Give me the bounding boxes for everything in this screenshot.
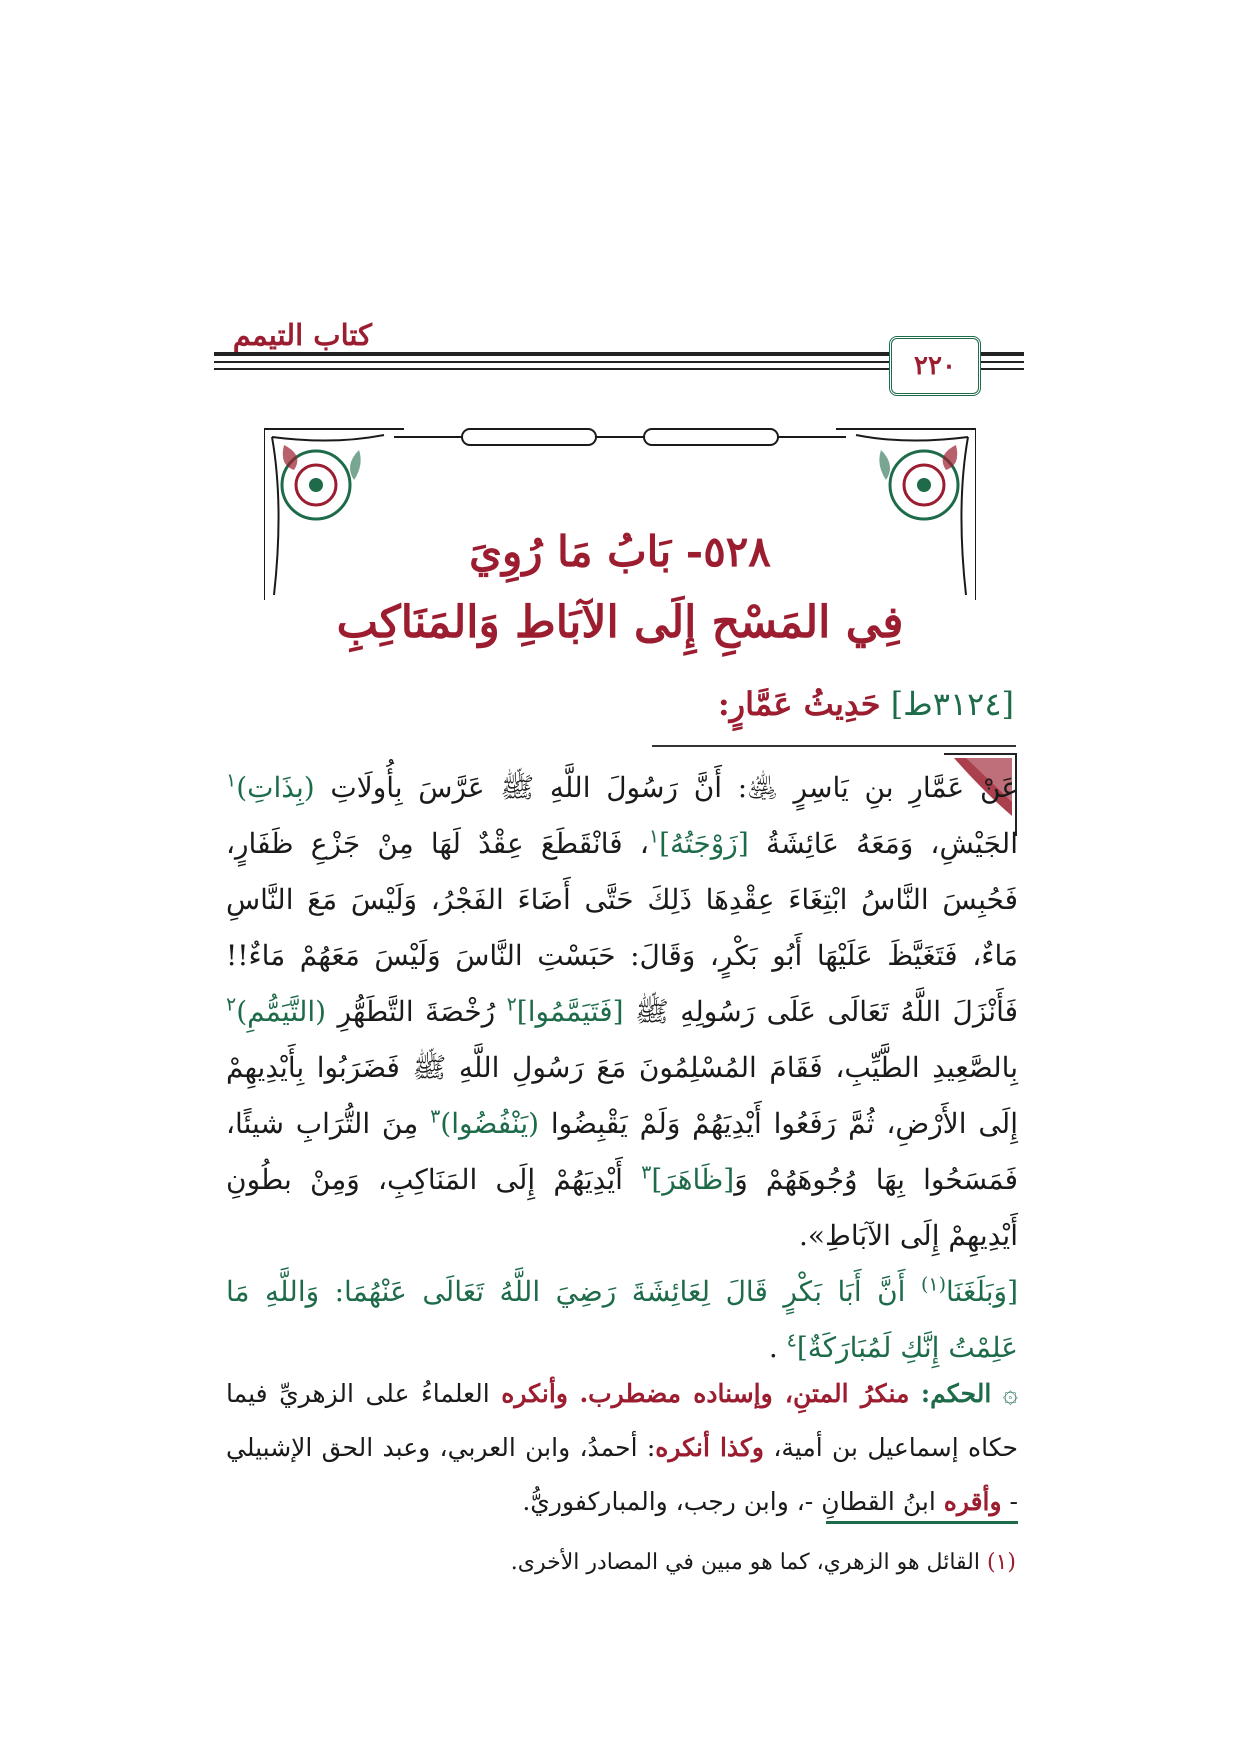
ruling-text bbox=[226, 1367, 1018, 1529]
variant-reading: (التَّيَمُّمِ) bbox=[236, 995, 327, 1028]
book-title: كتاب التيمم bbox=[232, 318, 372, 352]
variant-ref: ٢ bbox=[226, 993, 237, 1016]
hadith-heading bbox=[718, 685, 1014, 723]
variant-ref: ٣ bbox=[641, 1161, 652, 1184]
text-run: : أحمدُ، وابن العربي، وعبد الحق الإشبيلي - bbox=[226, 1433, 1018, 1516]
rosette-icon: ۞ bbox=[1002, 1379, 1019, 1409]
text-run: الجَيْشِ، وَمَعَهُ عَائِشَةُ bbox=[748, 827, 1018, 860]
ruling-section bbox=[226, 1367, 1018, 1529]
variant-ref: ٢ bbox=[506, 993, 517, 1016]
text-run: بِالصَّعِيدِ الطَّيِّبِ، فَقَامَ المُسْلِمُونَ مَعَ رَسُولِ اللَّهِ ﷺ فَضَرَبُوا بِأَيْدِيهِمْ إِلَى الأَرْضِ، ثُمَّ رَفَعُوا أَيْدِيَهُمْ وَلَمْ يَقْبِضُوا bbox=[226, 1051, 1018, 1140]
chapter-ornament bbox=[264, 425, 976, 605]
hadith-text bbox=[226, 760, 1018, 1376]
footnote bbox=[511, 1550, 1016, 1575]
chapter-subtitle: فِي المَسْحِ إِلَى الآبَاطِ وَالمَنَاكِبِ bbox=[336, 597, 904, 648]
right-rosette-icon bbox=[879, 445, 958, 519]
ruling-label: الحكم: bbox=[920, 1379, 992, 1408]
footnote-rule bbox=[826, 1521, 1018, 1524]
variant-reading: (يَنْفُضُوا) bbox=[440, 1107, 540, 1140]
text-run: ، فَانْقَطَعَ عِقْدٌ لَهَا مِنْ جَزْعِ ظَفَارٍ، فَحُبِسَ النَّاسُ ابْتِغَاءَ عِقْدِهَا ذَلِكَ حَتَّى أَضَاءَ الفَجْرُ، وَلَيْسَ مَعَ النَّاسِ مَاءٌ، فَتَغَيَّظَ عَلَيْهَا أَبُو بَكْرٍ، وَقَالَ: حَبَسْتِ النَّاسَ وَلَيْسَ مَعَهُمْ مَاءٌ!! فَأَنْزَلَ اللَّهُ تَعَالَى عَلَى رَسُولِهِ ﷺ bbox=[226, 827, 1018, 1028]
hadith-id: [٣١٢٤ط] bbox=[890, 685, 1014, 723]
footnote-text: القائل هو الزهري، كما هو مبين في المصادر الأخرى. bbox=[510, 1550, 987, 1575]
variant-reading: (بِذَاتِ) bbox=[236, 771, 315, 804]
text-run: [وَبَلَغَنَا bbox=[946, 1275, 1018, 1308]
ruling-keyword: وأقره bbox=[943, 1487, 1002, 1516]
variant-reading: [ظَاهَرَ] bbox=[651, 1163, 735, 1196]
hadith-body bbox=[226, 760, 1018, 1264]
text-run: العلماءُ على الزهريِّ فيما حكاه إسماعيل بن أمية، bbox=[226, 1379, 1018, 1462]
text-run: أَنَّ أَبَا بَكْرٍ قَالَ لِعَائِشَةَ رَضِيَ اللَّهُ تَعَالَى عَنْهُمَا: وَاللَّهِ مَا عَلِمْتُ إِنَّكِ لَمُبَارَكَةٌ] bbox=[226, 1275, 1018, 1364]
left-rosette-icon bbox=[282, 445, 361, 519]
ruling-verdict: منكرُ المتنِ، وإسناده مضطرب. bbox=[579, 1379, 910, 1408]
text-run: عَنْ عَمَّارِ بنِ يَاسِرٍ ﵁: أَنَّ رَسُولَ اللَّهِ ﷺ عَرَّسَ بِأُولَاتِ bbox=[314, 771, 1018, 804]
text-run: رُخْصَةَ التَّطَهُّرِ bbox=[326, 995, 507, 1028]
text-run: أَيْدِيَهُمْ إِلَى المَنَاكِبِ، وَمِنْ بطُونِ أَيْدِيهِمْ إِلَى الآبَاطِ». bbox=[226, 1163, 1018, 1252]
hadith-name: حَدِيثُ عَمَّارٍ: bbox=[717, 685, 881, 723]
variant-reading: [زَوْجَتُهُ] bbox=[659, 827, 749, 860]
text-run: ابنُ القطانِ -، وابن رجب، والمباركفوريُّ. bbox=[522, 1487, 944, 1516]
page-number: ٢٢٠ bbox=[914, 351, 956, 381]
variant-ref: ١ bbox=[648, 825, 660, 848]
text-run: مِنَ التُّرَابِ شيئًا، فَمَسَحُوا بِهَا وُجُوهَهُمْ وَ bbox=[226, 1107, 1018, 1196]
ruling-keyword: وأنكره bbox=[501, 1379, 568, 1408]
footnote-ref[interactable]: (١) bbox=[920, 1273, 946, 1296]
footnote-number: (١) bbox=[986, 1550, 1016, 1575]
variant-reading: [فَتَيَمَّمُوا] bbox=[516, 995, 624, 1028]
variant-ref: ١ bbox=[226, 769, 237, 792]
zuhri-addition bbox=[226, 1264, 1018, 1376]
chapter-title: ٥٢٨- بَابُ مَا رُوِيَ bbox=[469, 527, 771, 576]
page-number-box bbox=[889, 336, 981, 396]
variant-ref: ٤ bbox=[786, 1329, 797, 1352]
heading-rule bbox=[652, 745, 1016, 747]
variant-ref: ٣ bbox=[430, 1105, 441, 1128]
ruling-keyword: وكذا أنكره bbox=[655, 1433, 765, 1462]
text-run: . bbox=[768, 1331, 787, 1364]
